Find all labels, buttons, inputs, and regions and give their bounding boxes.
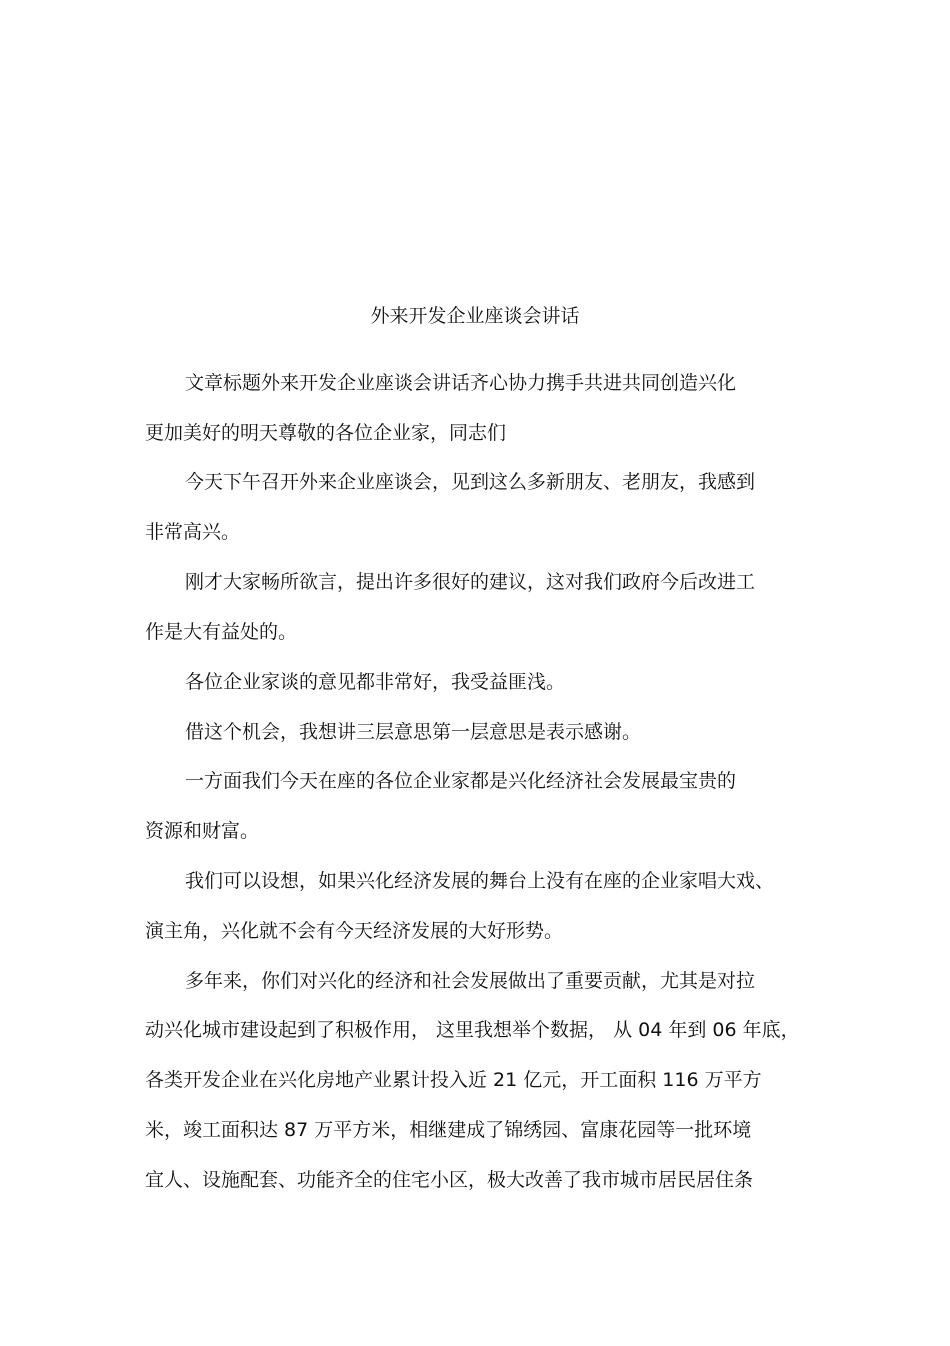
paragraph-line: 演主角，兴化就不会有今天经济发展的大好形势。 <box>145 920 564 942</box>
paragraph-line: 各位企业家谈的意见都非常好，我受益匪浅。 <box>185 671 566 693</box>
paragraph-line: 我们可以设想，如果兴化经济发展的舞台上没有在座的企业家唱大戏、 <box>185 870 775 892</box>
paragraph-line: 借这个机会，我想讲三层意思第一层意思是表示感谢。 <box>185 721 642 743</box>
paragraph-line: 宜人、设施配套、功能齐全的住宅小区，极大改善了我市城市居民居住条 <box>145 1169 754 1191</box>
paragraph-line: 更加美好的明天尊敬的各位企业家，同志们 <box>145 422 507 444</box>
paragraph-line: 动兴化城市建设起到了积极作用， 这里我想举个数据， 从 04 年到 06 年底， <box>145 1019 800 1041</box>
paragraph-line: 今天下午召开外来企业座谈会，见到这么多新朋友、老朋友，我感到 <box>185 471 756 493</box>
paragraph-line: 各类开发企业在兴化房地产业累计投入近 21 亿元，开工面积 116 万平方 <box>145 1069 762 1091</box>
paragraph-line: 资源和财富。 <box>145 820 260 842</box>
paragraph-line: 文章标题外来开发企业座谈会讲话齐心协力携手共进共同创造兴化 <box>185 372 737 394</box>
paragraph-line: 多年来，你们对兴化的经济和社会发展做出了重要贡献，尤其是对拉 <box>185 970 756 992</box>
paragraph-line: 刚才大家畅所欲言，提出许多很好的建议，这对我们政府今后改进工 <box>185 571 756 593</box>
paragraph-line: 作是大有益处的。 <box>145 621 298 643</box>
paragraph-line: 非常高兴。 <box>145 521 241 543</box>
document-title: 外来开发企业座谈会讲话 <box>370 305 580 327</box>
paragraph-line: 一方面我们今天在座的各位企业家都是兴化经济社会发展最宝贵的 <box>185 770 737 792</box>
paragraph-line: 米，竣工面积达 87 万平方米，相继建成了锦绣园、富康花园等一批环境 <box>145 1119 752 1141</box>
